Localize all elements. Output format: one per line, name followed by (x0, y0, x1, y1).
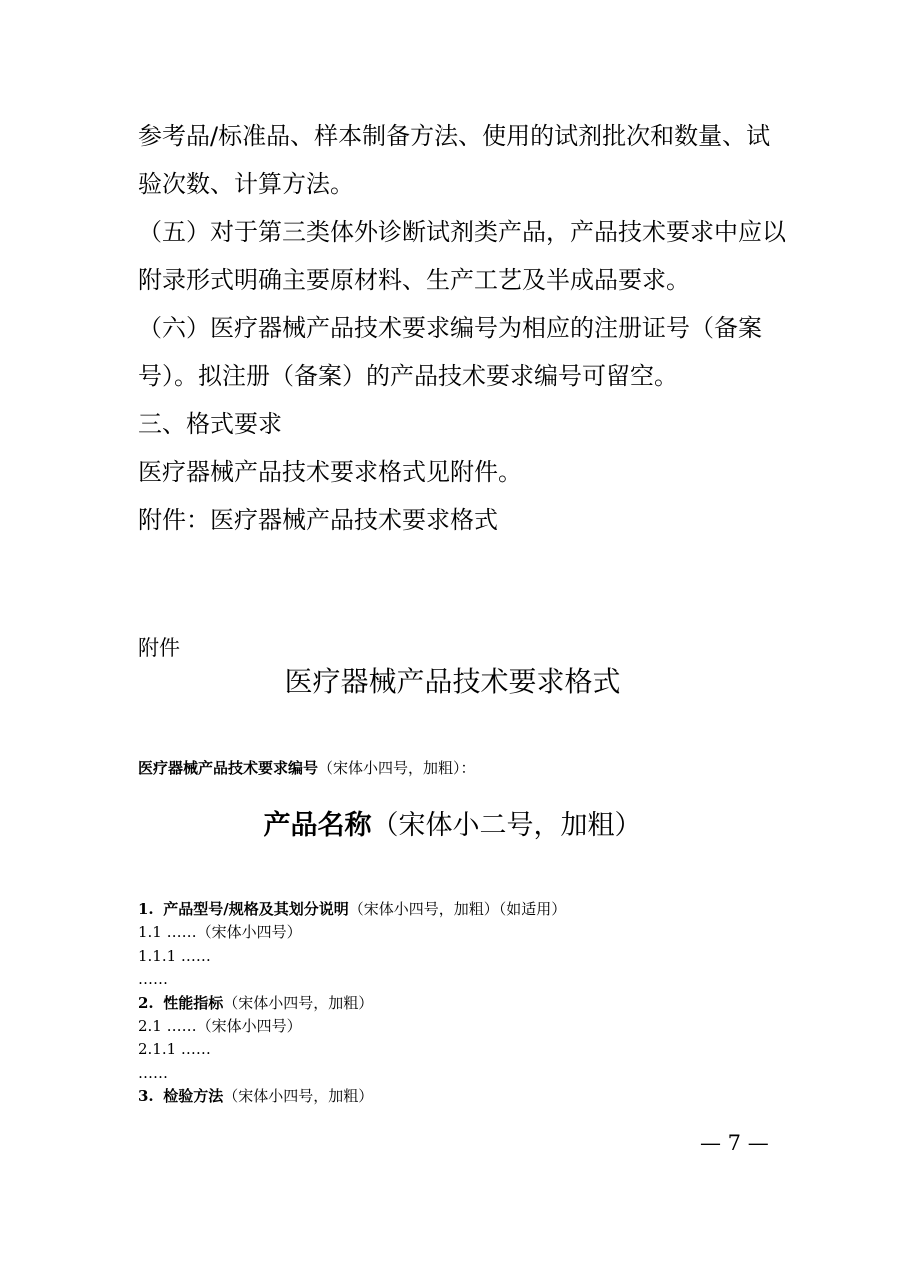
product-name-note: （宋体小二号，加粗） (371, 810, 642, 841)
subsection-2-1: 2.1 ……（宋体小四号） (138, 1017, 302, 1036)
body-line: 验次数、计算方法。 (138, 170, 354, 198)
subsection-1-1: 1.1 ……（宋体小四号） (138, 923, 302, 942)
attachment-reference: 附件：医疗器械产品技术要求格式 (138, 506, 498, 534)
section-3-heading: 3. 检验方法（宋体小四号，加粗） (138, 1087, 374, 1106)
body-line: （六）医疗器械产品技术要求编号为相应的注册证号（备案 (138, 314, 762, 342)
body-text (138, 112, 786, 544)
page-number: — 7 — (700, 1131, 769, 1155)
requirement-number-line (138, 757, 476, 778)
ellipsis-2: …… (138, 1063, 168, 1082)
section-heading: 三、格式要求 (138, 410, 282, 438)
subsection-1-1-1: 1.1.1 …… (138, 946, 211, 965)
requirement-number-note: （宋体小四号，加粗）： (318, 759, 476, 777)
format-outline (138, 898, 566, 1109)
section-1-note: （宋体小四号，加粗）（如适用） (348, 900, 567, 918)
section-3-title: 检验方法 (163, 1087, 224, 1106)
subsection-2-1-1: 2.1.1 …… (138, 1040, 211, 1059)
section-2-title: 性能指标 (163, 993, 224, 1012)
body-line: 参考品/标准品、样本制备方法、使用的试剂批次和数量、试 (138, 122, 771, 150)
section-1-title: 产品型号/规格及其划分说明 (163, 900, 349, 918)
attachment-label: 附件 (138, 636, 180, 660)
section-3-note: （宋体小四号，加粗） (223, 1087, 374, 1106)
body-line: （五）对于第三类体外诊断试剂类产品，产品技术要求中应以 (138, 218, 786, 246)
product-name: 产品名称 (263, 810, 372, 841)
section-1-heading: 1. 产品型号/规格及其划分说明（宋体小四号，加粗）（如适用） (138, 900, 567, 918)
section-2-note: （宋体小四号，加粗） (223, 993, 374, 1012)
product-name-line (0, 806, 905, 846)
attachment-title: 医疗器械产品技术要求格式 (284, 665, 621, 698)
body-line: 号）。拟注册（备案）的产品技术要求编号可留空。 (138, 362, 678, 390)
body-line: 附录形式明确主要原材料、生产工艺及半成品要求。 (138, 266, 690, 294)
body-line: 医疗器械产品技术要求格式见附件。 (138, 458, 522, 486)
ellipsis-1: …… (138, 970, 168, 989)
section-2-heading: 2. 性能指标（宋体小四号，加粗） (138, 993, 374, 1012)
requirement-number-label: 医疗器械产品技术要求编号 (138, 759, 319, 777)
